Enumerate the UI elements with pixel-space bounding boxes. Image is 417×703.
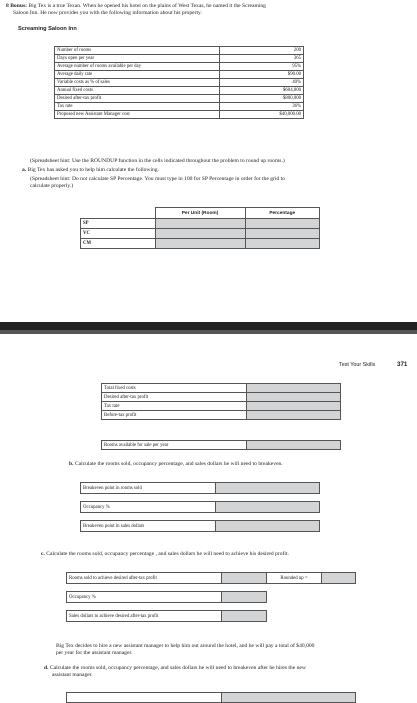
desired-sales-cell[interactable] bbox=[222, 611, 267, 622]
table-row bbox=[55, 79, 304, 87]
table-row bbox=[55, 63, 304, 71]
table-row bbox=[55, 87, 304, 95]
table-row bbox=[55, 95, 304, 103]
rooms-available-label: Rooms available for sale per year bbox=[102, 441, 247, 450]
profit-label: Tax rate bbox=[102, 402, 247, 411]
manager-line-1: Big Tex decides to hire a new assistant manager to help him out around the hotel, and he will pay a total of $40,000 bbox=[56, 643, 315, 649]
profit-table bbox=[101, 383, 341, 420]
info-value[interactable]: $800,000 bbox=[220, 95, 304, 103]
part-d-table-label-cell bbox=[67, 693, 222, 703]
info-table bbox=[54, 46, 304, 119]
part-d-letter: d. bbox=[44, 665, 49, 671]
desired-rooms-label: Rooms sold to achieve desired after-tax profit bbox=[67, 573, 222, 584]
intro-line-1: Big Tex is a true Texan. When he opened his hotel on the plains of West Texas, he named it the Screaming bbox=[27, 3, 266, 9]
page-separator bbox=[0, 322, 417, 330]
sp-percentage-cell[interactable] bbox=[245, 219, 320, 229]
breakeven-label: Breakeven point in sales dollars bbox=[81, 521, 216, 532]
breakeven-value-cell[interactable] bbox=[216, 521, 320, 532]
table-row bbox=[55, 111, 304, 119]
info-label: Average daily rate bbox=[55, 71, 220, 79]
bonus-label: Bonus: bbox=[10, 3, 27, 9]
part-d bbox=[44, 665, 306, 672]
vc-percentage-cell[interactable] bbox=[245, 229, 320, 239]
desired-occupancy-label: Occupancy % bbox=[67, 592, 222, 603]
profit-label: Total fixed costs bbox=[102, 384, 247, 393]
breakeven-label: Occupancy % bbox=[81, 502, 216, 513]
cm-percentage-cell[interactable] bbox=[245, 239, 320, 249]
info-label: Number of rooms bbox=[55, 47, 220, 55]
table-row bbox=[81, 483, 320, 494]
breakeven-value-cell[interactable] bbox=[216, 483, 320, 494]
part-b-text: Calculate the rooms sold, occupancy percentage, and sales dollars he will need to breakeven. bbox=[74, 461, 283, 467]
vc-per-unit-cell[interactable] bbox=[155, 229, 245, 239]
table-row bbox=[81, 502, 320, 513]
page-separator-shadow bbox=[0, 330, 417, 334]
spreadsheet-hint-2a: (Spreadsheet hint: Do not calculate SP Percentage. You must type in 100 for SP Percentage in order for the grid to bbox=[30, 176, 285, 182]
rounded-up-cell[interactable] bbox=[322, 573, 356, 584]
part-b-letter: b. bbox=[69, 461, 74, 467]
profit-label: Before-tax profit bbox=[102, 411, 247, 420]
question-number: 8 bbox=[6, 3, 9, 9]
desired-profit-table bbox=[66, 572, 356, 622]
part-d-table bbox=[66, 692, 356, 703]
table-row bbox=[81, 521, 320, 532]
table-row bbox=[102, 384, 341, 393]
table-row bbox=[55, 71, 304, 79]
info-label: Annual fixed costs bbox=[55, 87, 220, 95]
spreadsheet-hint-1: (Spreadsheet hint: Use the ROUNDUP function in the cells indicated throughout the problem to round up rooms.) bbox=[30, 158, 285, 164]
table-row bbox=[102, 411, 341, 420]
info-value[interactable]: 365 bbox=[220, 55, 304, 63]
part-c-letter: c. bbox=[41, 551, 45, 557]
info-value[interactable]: 40% bbox=[220, 79, 304, 87]
desired-sales-label: Sales dollars to achieve desired after-tax profit bbox=[67, 611, 222, 622]
rooms-available-table bbox=[101, 440, 341, 450]
breakeven-table bbox=[80, 482, 320, 532]
table-row bbox=[102, 402, 341, 411]
info-label: Variable costs as % of sales bbox=[55, 79, 220, 87]
part-a bbox=[22, 167, 159, 174]
info-value[interactable]: $40,000.00 bbox=[220, 111, 304, 119]
question-8-intro bbox=[6, 3, 266, 10]
profit-value-cell[interactable] bbox=[247, 402, 341, 411]
part-b bbox=[69, 461, 283, 468]
table-row bbox=[55, 47, 304, 55]
profit-label: Desired after-tax profit bbox=[102, 393, 247, 402]
part-a-text: Big Tex has asked you to help him calculate the following. bbox=[27, 167, 160, 173]
section-title: Screaming Saloon Inn bbox=[18, 26, 77, 32]
manager-line-2: per year for the assistant manager. bbox=[56, 650, 133, 656]
info-value[interactable]: $90.00 bbox=[220, 71, 304, 79]
profit-value-cell[interactable] bbox=[247, 411, 341, 420]
info-label: Tax rate bbox=[55, 103, 220, 111]
grid-row-sp: SP bbox=[81, 219, 156, 229]
part-d-table-input-cell[interactable] bbox=[222, 693, 356, 703]
info-value[interactable]: 36% bbox=[220, 103, 304, 111]
rooms-available-cell[interactable] bbox=[247, 441, 341, 450]
part-a-letter: a. bbox=[22, 167, 27, 173]
info-value[interactable]: 95% bbox=[220, 63, 304, 71]
grid-header-percentage: Percentage bbox=[245, 208, 320, 219]
info-label: Average number of rooms available per day bbox=[55, 63, 220, 71]
sp-per-unit-cell[interactable] bbox=[155, 219, 245, 229]
intro-line-2: Saloon Inn. He now provides you with the following information about his property. bbox=[13, 10, 202, 16]
cm-grid bbox=[80, 207, 320, 249]
grid-row-vc: VC bbox=[81, 229, 156, 239]
grid-row-cm: CM bbox=[81, 239, 156, 249]
info-value[interactable]: $604,800 bbox=[220, 87, 304, 95]
part-c-text: Calculate the rooms sold, occupancy percentage , and sales dollars he will need to achieve his desired profit. bbox=[46, 551, 289, 557]
grid-header-per-unit: Per Unit (Room) bbox=[155, 208, 245, 219]
page-number: 371 bbox=[397, 361, 408, 368]
info-label: Desired after-tax profit bbox=[55, 95, 220, 103]
table-row bbox=[102, 393, 341, 402]
table-row bbox=[55, 55, 304, 63]
info-label: Proposed new Assistant Manager cost bbox=[55, 111, 220, 119]
info-value[interactable]: 200 bbox=[220, 47, 304, 55]
part-c bbox=[41, 551, 289, 558]
profit-value-cell[interactable] bbox=[247, 393, 341, 402]
spreadsheet-hint-2b: calculate properly.) bbox=[30, 183, 74, 189]
cm-per-unit-cell[interactable] bbox=[155, 239, 245, 249]
table-row bbox=[55, 103, 304, 111]
rounded-up-label: Rounded up = bbox=[267, 573, 322, 584]
part-d-line-1: Calculate the rooms sold, occupancy percentage, and sales dollars he will need to breakeven after he hires the new bbox=[49, 665, 306, 671]
breakeven-value-cell[interactable] bbox=[216, 502, 320, 513]
desired-occupancy-cell[interactable] bbox=[222, 592, 267, 603]
part-d-line-2: assistant manager. bbox=[52, 672, 93, 678]
breakeven-label: Breakeven point in rooms sold bbox=[81, 483, 216, 494]
desired-rooms-cell[interactable] bbox=[222, 573, 267, 584]
running-header: Test Your Skills bbox=[339, 362, 376, 368]
info-label: Days open per year bbox=[55, 55, 220, 63]
profit-value-cell[interactable] bbox=[247, 384, 341, 393]
